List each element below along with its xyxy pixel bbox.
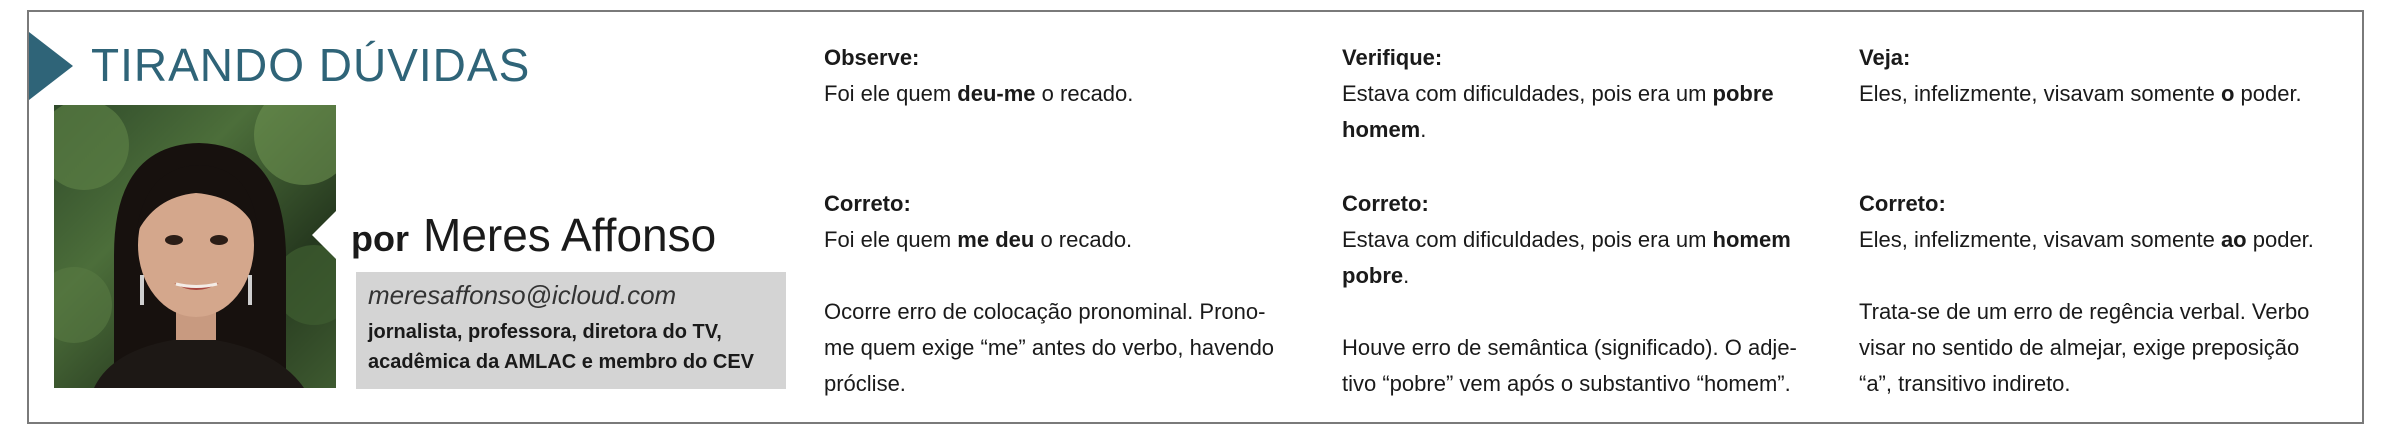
highlight-text: pobre: [1342, 263, 1404, 288]
correct-example-text: [1342, 222, 1822, 258]
text-segment: .: [1420, 117, 1427, 142]
text-segment: o recado.: [1034, 227, 1133, 252]
text-segment: poder.: [2246, 227, 2314, 252]
explanation-line: me quem exige “me” antes do verbo, havendo: [824, 335, 1275, 360]
correct-example-text: [824, 222, 1294, 258]
highlight-text: homem: [1712, 227, 1791, 252]
author-bio-line: acadêmica da AMLAC e membro do CEV: [368, 351, 755, 373]
verify-label: Verifique:: [1342, 45, 1443, 70]
wrong-example-block: [1342, 40, 1822, 148]
wrong-example-text: [1859, 76, 2359, 112]
text-segment: poder.: [2234, 81, 2302, 106]
explanation-line: “a”, transitivo indireto.: [1859, 371, 2071, 396]
explanation-line: Ocorre erro de colocação pronominal. Prono-: [824, 299, 1266, 324]
correct-label: Correto:: [824, 191, 911, 216]
wrong-example-text: [1342, 76, 1822, 112]
byline: [351, 208, 716, 262]
explanation-line: próclise.: [824, 371, 906, 396]
highlight-text: me deu: [957, 227, 1035, 252]
highlight-text: ao: [2220, 227, 2247, 252]
highlight-text: deu-me: [957, 81, 1036, 106]
highlight-text: homem: [1342, 117, 1421, 142]
text-segment: Foi ele quem: [824, 227, 958, 252]
text-segment: .: [1403, 263, 1410, 288]
explanation-line: visar no sentido de almejar, exige preposição: [1859, 335, 2300, 360]
text-segment: Eles, infelizmente, visavam somente: [1859, 81, 2221, 106]
highlight-text: o: [2220, 81, 2235, 106]
text-segment: Foi ele quem: [824, 81, 958, 106]
author-info-box: [356, 272, 786, 389]
wrong-example-text: [824, 76, 1294, 112]
photo-notch: [312, 210, 337, 260]
correct-example-text: [1859, 222, 2359, 258]
text-segment: Eles, infelizmente, visavam somente: [1859, 227, 2221, 252]
text-segment: o recado.: [1035, 81, 1134, 106]
section-arrow-icon: [29, 32, 73, 100]
column-frame: [27, 10, 2364, 424]
explanation-line: Trata-se de um erro de regência verbal. Verbo: [1859, 299, 2310, 324]
explanation-block: [1342, 330, 1822, 402]
author-photo: [54, 105, 336, 388]
author-bio: [368, 317, 786, 377]
text-segment: Estava com dificuldades, pois era um: [1342, 81, 1713, 106]
observe-label: Observe:: [824, 45, 920, 70]
correct-label: Correto:: [1342, 191, 1429, 216]
correct-label: Correto:: [1859, 191, 1946, 216]
author-bio-line: jornalista, professora, diretora do TV,: [368, 321, 722, 343]
explanation-block: [824, 294, 1294, 402]
section-title: TIRANDO DÚVIDAS: [91, 39, 531, 91]
correct-example-text-cont: [1342, 258, 1822, 294]
author-email: meresaffonso@icloud.com: [368, 280, 677, 310]
highlight-text: pobre: [1712, 81, 1774, 106]
author-portrait-icon: [54, 105, 336, 388]
wrong-example-block: [824, 40, 1294, 112]
text-segment: Estava com dificuldades, pois era um: [1342, 227, 1713, 252]
byline-prefix: por: [351, 218, 409, 259]
wrong-example-block: [1859, 40, 2359, 112]
explanation-block: [1859, 294, 2359, 402]
author-name: Meres Affonso: [423, 209, 717, 261]
correct-example-block: [824, 186, 1294, 258]
correct-example-block: [1859, 186, 2359, 258]
correct-example-block: [1342, 186, 1822, 294]
explanation-line: tivo “pobre” vem após o substantivo “homem”.: [1342, 371, 1791, 396]
see-label: Veja:: [1859, 45, 1911, 70]
wrong-example-text-cont: [1342, 112, 1822, 148]
explanation-line: Houve erro de semântica (significado). O adje-: [1342, 335, 1797, 360]
